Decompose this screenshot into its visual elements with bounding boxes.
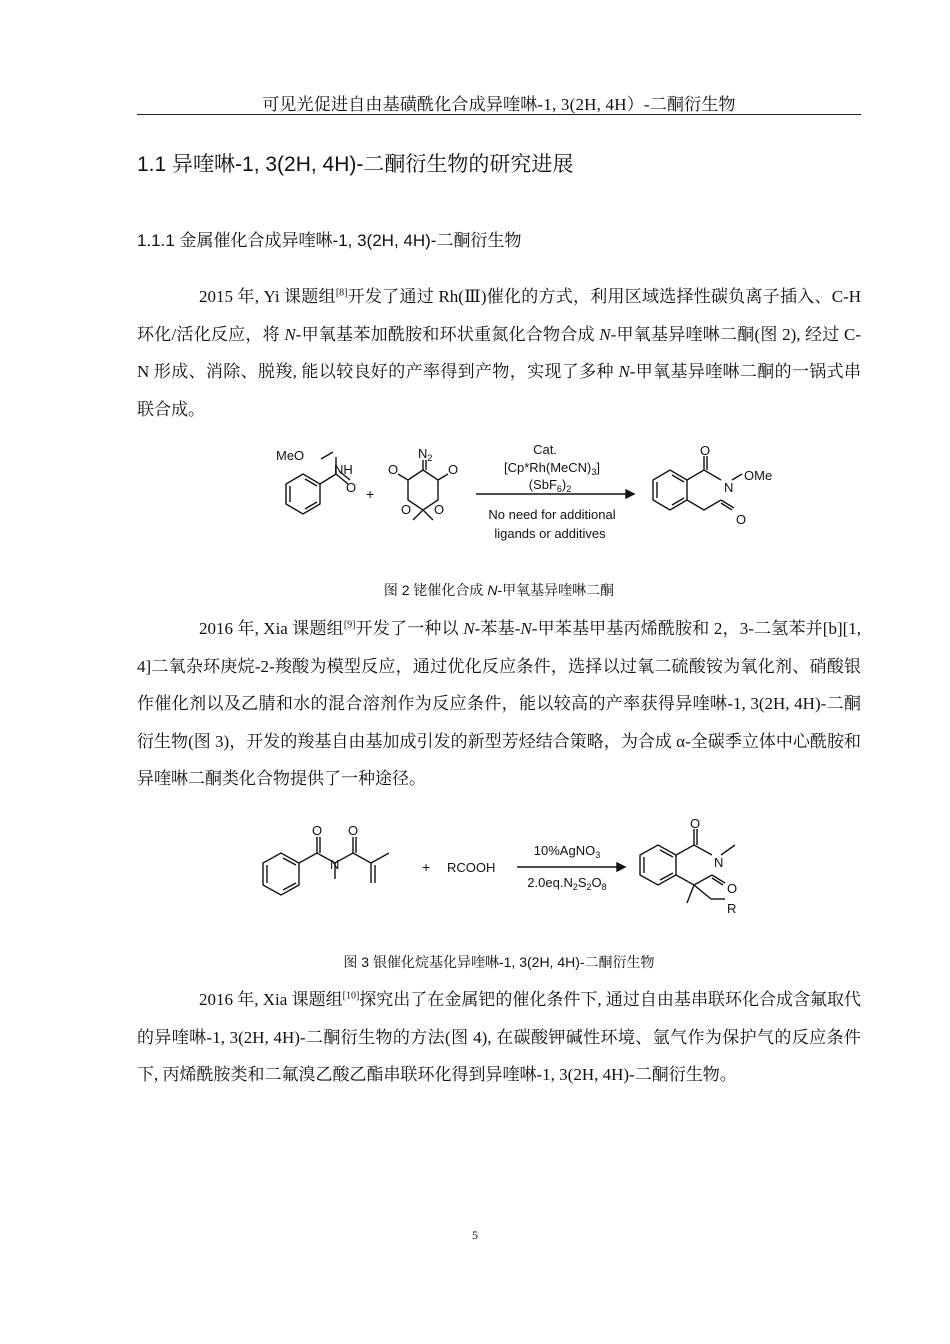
plus-sign: + (422, 859, 431, 875)
product-o-label: O (727, 881, 738, 896)
p1-italic-n: N (618, 362, 630, 381)
benzene-ring (286, 474, 320, 514)
p1-text-a: 2015 年, Yi 课题组 (199, 287, 336, 306)
carbonyl-o-label: O (388, 462, 399, 477)
product-n-label: N (724, 480, 734, 495)
ring-o-label: O (434, 502, 445, 517)
nh-label: NH (334, 462, 353, 477)
ring-o-label: O (401, 502, 412, 517)
figure-3-scheme (255, 815, 775, 920)
p3-text-a: 2016 年, Xia 课题组 (199, 990, 343, 1009)
amide-n-label: N (330, 857, 340, 872)
page-number: 5 (472, 1228, 478, 1242)
meo-label: MeO (276, 448, 305, 463)
carbonyl-o-label: O (348, 823, 359, 838)
carbonyl-o-label: O (448, 462, 459, 477)
p2-italic-n: N (520, 619, 532, 638)
figure-2-caption: 图 2 铑催化合成 N-甲氧基异喹啉二酮 (383, 582, 615, 598)
carbonyl-o-label: O (312, 823, 323, 838)
diazo-n-label: $N_2$ (418, 446, 433, 463)
subsection-title: 1.1.1 金属催化合成异喹啉-1, 3(2H, 4H)-二酮衍生物 (137, 231, 522, 250)
catalyst-label: Cat. (533, 442, 557, 457)
condition-note: No need for additional (488, 507, 616, 522)
p3-text-b: 探究出了在金属钯的催化条件下, 通过自由基串联环化合成含氟取代的异喹啉-1, 3(2H, 4H)-二酮衍生物的方法(图 4), 在碳酸钾碱性环境、氩气作为保护气的反应条件下, 丙烯酰胺类和二氟溴乙酸乙酯串联环化得到异喹啉-1, 3(2H, 4H)-二酮衍生物。 (137, 990, 862, 1084)
carbonyl-o-label: O (346, 480, 357, 495)
p1-italic-n: N (284, 324, 296, 344)
product-benzene-ring (640, 845, 676, 885)
p1-text-c: -甲氧基苯加酰胺和环状重氮化合物合成 (295, 324, 600, 344)
product-benzene-ring (653, 470, 687, 510)
p2-text-a: 2016 年, Xia 课题组 (199, 619, 344, 638)
p1-italic-n: N (599, 324, 611, 344)
paragraph-1 (137, 278, 861, 428)
product-o-label: O (690, 816, 701, 831)
p2-text-d: -甲苯基甲基丙烯酰胺和 2，3-二氢苯并[b][1, 4]二氧杂环庚烷-2-羧酸为模型反应，通过优化反应条件，选择以过氧二硫酸铵为氧化剂、硝酸银作催化剂以及乙腈和水的混合溶剂作为反应条件，能以较高的产率获得异喹啉-1, 3(2H, 4H)-二酮衍生物(图 3)，开发的羧基自由基加成引发的新型芳烃结合策略，为合成 α-全碳季立体中心酰胺和异喹啉二酮类化合物提供了一种途径。 (137, 619, 862, 788)
paragraph-2 (137, 610, 861, 798)
header-rule (137, 114, 861, 115)
r-group-label: R (727, 901, 737, 916)
benzene-ring (263, 853, 299, 895)
p1-text-b: 开发了通过 Rh(Ⅲ)催化的方式，利用区域选择性碳负离子插入、C-H 环化/活化反应，将 (137, 287, 862, 344)
ome-label: OMe (744, 468, 773, 483)
condition-note: ligands or additives (494, 526, 606, 541)
oxidant-formula: $2.0eq.N_2S_2O_8$ (527, 875, 607, 892)
figure-2-scheme (258, 442, 798, 547)
p2-text-c: -苯基- (474, 619, 521, 638)
p2-text-b: 开发了一种以 (355, 619, 464, 638)
p2-italic-n: N (463, 619, 475, 638)
catalyst-formula: $[Cp*Rh(MeCN)_3]$ (503, 460, 601, 477)
product-o-label: O (700, 443, 711, 458)
counterion-formula: $(SbF_6)_2$ (528, 477, 572, 494)
acid-label: RCOOH (447, 860, 496, 875)
citation-8: [8] (335, 287, 348, 299)
citation-9: [9] (343, 619, 356, 631)
p1-text-e: -甲氧基异喹啉二酮的一锅式串联合成。 (137, 362, 861, 419)
paragraph-3 (137, 981, 861, 1094)
citation-10: [10] (342, 990, 360, 1002)
product-n-label: N (714, 855, 724, 870)
plus-sign: + (366, 486, 375, 502)
product-o-label: O (736, 512, 747, 527)
running-header: 可见光促进自由基磺酰化合成异喹啉-1, 3(2H, 4H）-二酮衍生物 (262, 95, 736, 114)
catalyst-formula: 10%AgNO$_3$ (533, 843, 601, 860)
p1-text-d: -甲氧基异喹啉二酮(图 2), 经过 C-N 形成、消除、脱羧, 能以较良好的产率得到产物，实现了多种 (137, 324, 861, 381)
section-title: 1.1 异喹啉-1, 3(2H, 4H)-二酮衍生物的研究进展 (137, 153, 574, 176)
figure-3-caption: 图 3 银催化烷基化异喹啉-1, 3(2H, 4H)-二酮衍生物 (343, 954, 655, 970)
